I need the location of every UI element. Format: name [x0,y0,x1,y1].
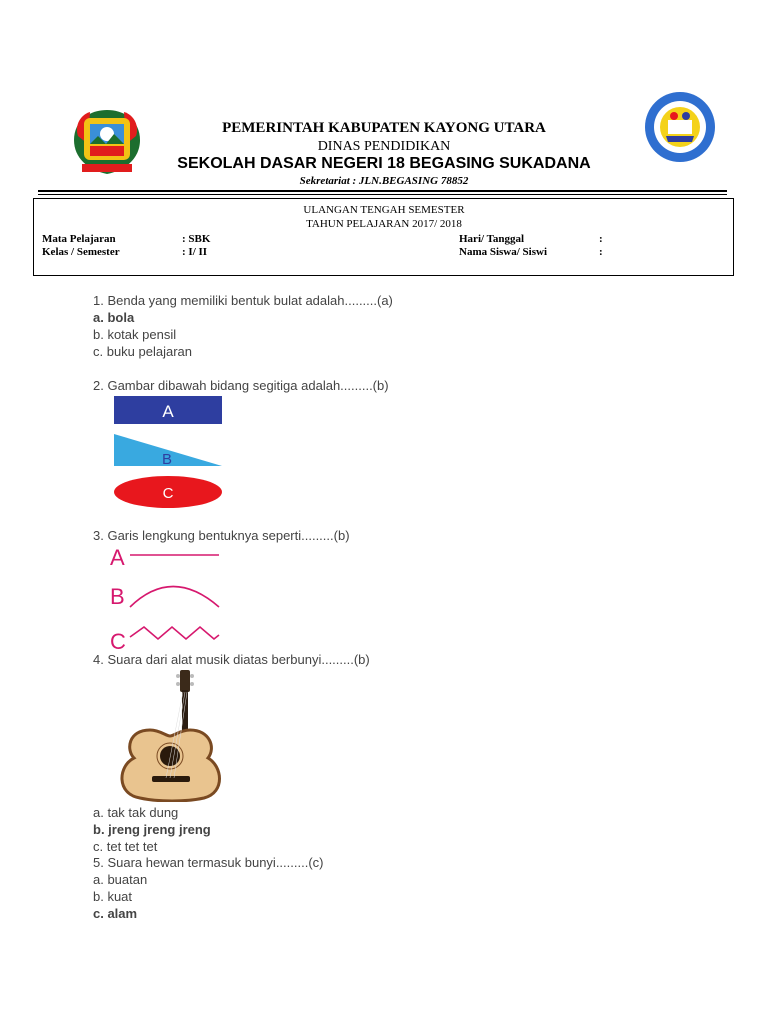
school-name: SEKOLAH DASAR NEGERI 18 BEGASING SUKADANA [177,155,591,172]
question-5-option-b: b. kuat [93,889,133,904]
question-5-option-c: c. alam [93,906,138,921]
question-4-option-a: a. tak tak dung [93,805,179,820]
school-address: Sekretariat : JLN.BEGASING 78852 [299,175,469,187]
zigzag-line [130,627,219,639]
subject-label: Mata Pelajaran [42,233,116,245]
header-divider-thin [38,194,727,195]
question-4: 4. Suara dari alat musik diatas berbunyi.........(b) [93,652,370,667]
guitar-image [110,668,222,802]
question-1-option-a: a. bola [93,310,135,325]
name-label: Nama Siswa/ Siswi [459,246,548,258]
line-a-label: A [110,545,125,570]
day-value: : [599,233,603,245]
question-1-option-b: b. kotak pensil [93,327,177,342]
question-1-option-c: c. buku pelajaran [93,344,193,359]
question-5: 5. Suara hewan termasuk bunyi.........(c) [93,855,324,870]
government-name: PEMERINTAH KABUPATEN KAYONG UTARA [222,120,546,136]
header-divider [38,190,727,192]
shape-b-label: B [161,451,173,468]
question-5-option-a: a. buatan [93,872,148,887]
line-c-label: C [110,629,126,654]
class-label: Kelas / Semester [42,246,120,258]
name-value: : [599,246,603,258]
shapes-figure [113,395,225,513]
line-b-label: B [110,584,125,609]
exam-title: ULANGAN TENGAH SEMESTER [303,204,465,216]
class-value: : I/ II [182,246,208,258]
curved-line [130,587,219,608]
exam-year: TAHUN PELAJARAN 2017/ 2018 [306,218,462,230]
question-4-option-b: b. jreng jreng jreng [93,822,211,837]
question-2: 2. Gambar dibawah bidang segitiga adalah.........(b) [93,378,389,393]
shape-a-label: A [162,402,174,421]
question-1: 1. Benda yang memiliki bentuk bulat adalah.........(a) [93,293,393,308]
subject-value: : SBK [182,233,211,245]
shape-c-label: C [162,485,174,502]
question-4-option-c: c. tet tet tet [93,839,158,854]
day-label: Hari/ Tanggal [459,233,525,245]
question-3: 3. Garis lengkung bentuknya seperti.........(b) [93,528,350,543]
department-name: DINAS PENDIDIKAN [317,139,451,154]
lines-figure [108,541,224,657]
